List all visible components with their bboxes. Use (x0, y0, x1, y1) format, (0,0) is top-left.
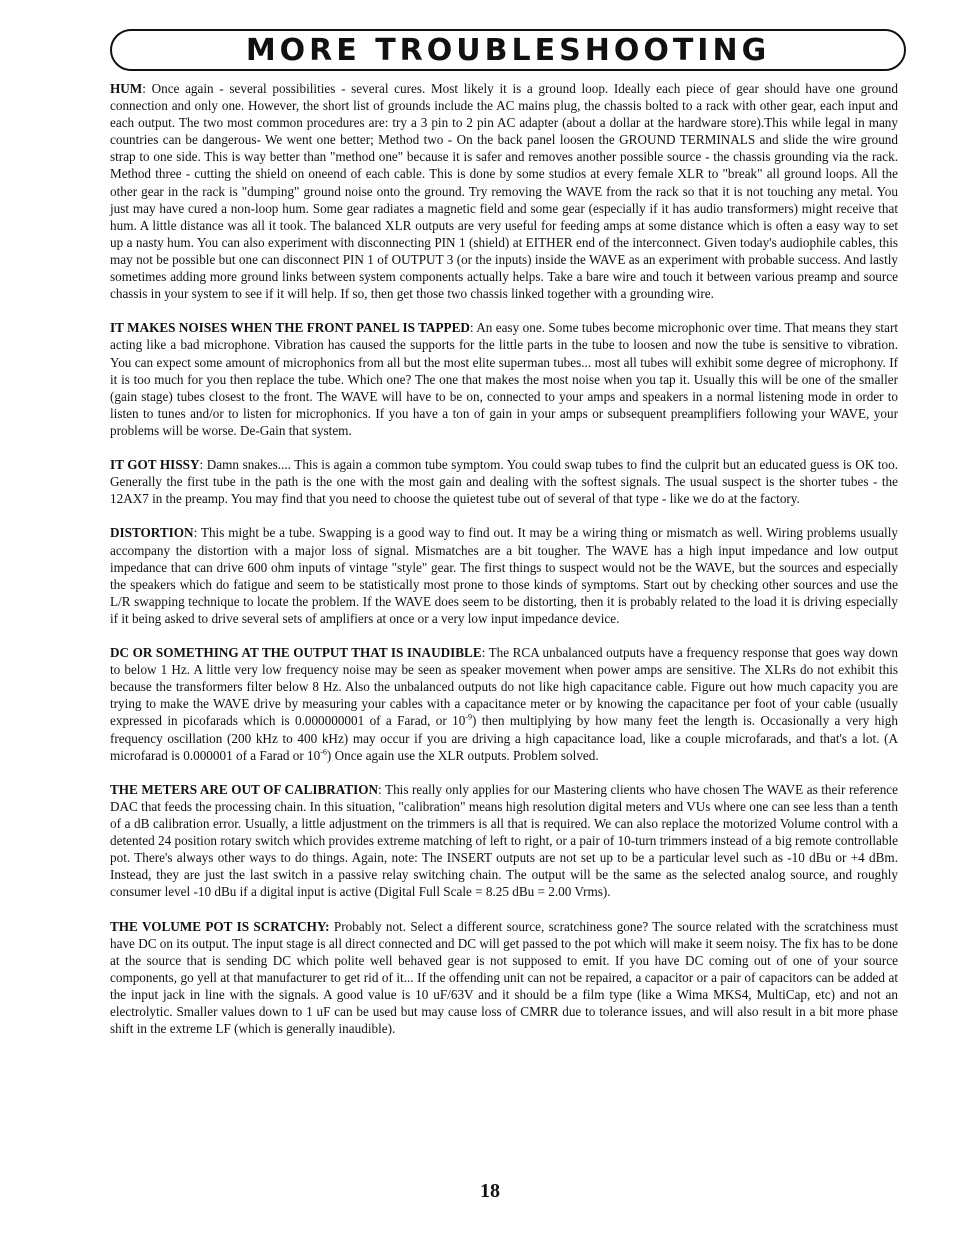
section-hum: HUM: Once again - several possibilities - several cures. Most likely it is a ground loop. Ideally each piece of gear should have one ground connection and only one. However, the short list of grounds include the AC mains plug, the chassis bolted to a rack with other gear, each input and each output. The two most common procedures are: try a 3 pin to 2 pin AC adapter (about a dollar at the hardware store).This while legal in many countries can be dangerous- We went one better; Method two - On the back panel loosen the GROUND TERMINALS and slide the wire ground strap to one side. This is way better than "method one" because it is safer and removes another possible source - the chassis grounding via the rack. Method three - cutting the shield on oneend of each cable. This is done by some studios at every female XLR to "break" all ground loops. All the other gear in the rack is "dumping" ground noise onto the ground. Try removing the WAVE from the rack so that it is not touching any metal. You just may have cured a non-loop hum. Some gear radiates a magnetic field and some gear (especially if it has audio transformers) might receive that hum. A little distance was all it took. The balanced XLR outputs are very useful for feeding amps at some distance which is often a easy way to set up a nasty hum. You can also experiment with disconnecting PIN 1 (shield) at EITHER end of the interconnect. Given today's audiophile cables, this may not be possible but one can disconnect PIN 1 of OUTPUT 3 (or the inputs) inside the WAVE as an experiment with probable success. And lastly sometimes adding more ground links between system components actually helps. Take a bare wire and touch it between various preamp and source chassis in your system to see if it will help. If so, then get those two chassis linked together with a grounding wire. (110, 81, 898, 302)
troubleshooting-content (110, 80, 898, 1054)
section-heading: IT GOT HISSY (110, 457, 200, 473)
section-heading: DISTORTION (110, 525, 194, 541)
page-number: 18 (480, 1180, 500, 1202)
section-heading: DC OR SOMETHING AT THE OUTPUT THAT IS INAUDIBLE (110, 645, 482, 661)
exponent: -6 (320, 747, 327, 757)
section-volume-pot (110, 918, 898, 1038)
section-distortion: DISTORTION: This might be a tube. Swapping is a good way to find out. It may be a wiring thing or mismatch as well. Wiring problems usually accompany the distortion with a major loss of signal. Mismatches are a bit tougher. The WAVE has a high input impedance and low output impedance that can drive 600 ohm inputs of vintage "style" gear. The first things to suspect would not be the WAVE, but the sources and especially the speakers which do fatigue and seem to be statistically most prone to those kinds of symptoms. Start out by checking other sources and use the L/R swapping technique to locate the problem. If the WAVE does seem to be distorting, then it is probably related to the load it is driving especially if it being asked to drive several sets of amplifiers at once or a very low input impedance device. (110, 525, 898, 626)
section-body: An easy one. Some tubes become microphonic over time. That means they start acting like a bad microphone. Vibration has caused the supports for the little parts in the tube to loosen and now the tube is sensitive to vibration. You can expect some amount of microphonics from all but the most elite superman tubes... most all tubes will exhibit some degree of microphony. If it is too much for you then replace the tube. Which one? The one that makes the most noise when you tap it. Usually this will be one of the smaller (gain stage) tubes closest to the front. The WAVE will have to be on, connected to your amps and speakers in a normal listening mode in order to listen to tunes and/or to listen for microphonics. If you have a ton of gain in your amps or subsequent preamplifiers following your WAVE, your problems will be worse. De-Gain that system. (110, 320, 899, 438)
section-body: Probably not. Select a different source, scratchiness gone? The source related with the scratchiness must have DC on its output. The input stage is all direct connected and DC will get passed to the pot which will make it seem noisy. The fix has to be done at the source that is sending DC which polite well behaved gear is not supposed to emit. If you have DC coming out of one of your source components, go yell at that manufacturer to get rid of it... If the offending unit can not be repaired, a capacitor or a pair of capacitors can be added at the input jack in line with the signals. A good value is 10 uF/63V and it should be a film type (like a Wima MKS4, MultiCap, etc) and not an electrolytic. Smaller values down to 1 uF can be used but may cause loss of CMRR due to tolerance issues, and will also result in a bit more phase shift in the extreme LF (which is generally inaudible). (110, 918, 898, 1037)
section-hissy: IT GOT HISSY: Damn snakes.... This is again a common tube symptom. You could swap tubes to find the culprit but an educated guess is OK too. Generally the first tube in the path is the one with the most gain and dealing with the softest signals. The usual suspect is the shorter tubes - the 12AX7 in the preamp. You may find that you need to choose the quietest tube out of several of that type - like we do at the factory. (110, 457, 898, 507)
section-body: Damn snakes.... This is again a common tube symptom. You could swap tubes to find the culprit but an educated guess is OK too. Generally the first tube in the path is the one with the most gain and dealing with the softest signals. The usual suspect is the shorter tubes - the 12AX7 in the preamp. You may find that you need to choose the quietest tube out of several of that type - like we do at the factory. (110, 457, 898, 507)
section-body: This might be a tube. Swapping is a good way to find out. It may be a wiring thing or mismatch as well. Wiring problems usually accompany the distortion with a major loss of signal. Mismatches are a bit tougher. The WAVE has a high input impedance and low output impedance that can drive 600 ohm inputs of vintage "style" gear. The first things to suspect would not be the WAVE, but the sources and especially the speakers which do fatigue and seem to be statistically most prone to those kinds of symptoms. Start out by checking other sources and use the L/R swapping technique to locate the problem. If the WAVE does seem to be distorting, then it is probably related to the load it is driving especially if it being asked to drive several sets of amplifiers at once or a very low input impedance device. (110, 525, 898, 626)
section-meters-calibration: THE METERS ARE OUT OF CALIBRATION: This really only applies for our Mastering clients who have chosen The WAVE as their reference DAC that feeds the processing chain. In this situation, "calibration" means high resolution digital meters and VUs where one can see less than a tenth of a dB calibration error. Usually, a little adjustment on the trimmers is all that is required. We can also replace the motorized Volume control with a detented 24 position rotary switch which provides extreme matching of left to right, or a pair of 10-turn trimmers instead of a big remote controllable pot. There's always other ways to do things. Again, note: The INSERT outputs are not set up to be a particular level such as -10 dBu or +4 dBm. Instead, they are just the last switch in a passive relay switching chain. The output will be the same as the selected analog source, and roughly consumer level -10 dBu if a digital input is active (Digital Full Scale = 8.25 dBu = 2.00 Vrms). (110, 781, 898, 900)
section-body: This really only applies for our Mastering clients who have chosen The WAVE as their reference DAC that feeds the processing chain. In this situation, "calibration" means high resolution digital meters and VUs where one can see less than a tenth of a dB calibration error. Usually, a little adjustment on the trimmers is all that is required. We can also replace the motorized Volume control with a detented 24 position rotary switch which provides extreme matching of left to right, or a pair of 10-turn trimmers instead of a big remote controllable pot. There's always other ways to do things. Again, note: The INSERT outputs are not set up to be a particular level such as -10 dBu or +4 dBm. Instead, they are just the last switch in a passive relay switching chain. The output will be the same as the selected analog source, and roughly consumer level -10 dBu if a digital input is active (Digital Full Scale = 8.25 dBu = 2.00 Vrms). (110, 781, 898, 900)
exponent: -9 (465, 713, 473, 723)
section-heading: HUM (110, 81, 143, 96)
page-title: MORE TROUBLESHOOTING (245, 33, 771, 68)
page-title-banner (110, 29, 906, 71)
section-heading: THE VOLUME POT IS SCRATCHY: (110, 918, 330, 934)
section-heading: IT MAKES NOISES WHEN THE FRONT PANEL IS TAPPED (110, 320, 470, 336)
section-heading: THE METERS ARE OUT OF CALIBRATION (110, 781, 379, 797)
section-front-panel-tapped: IT MAKES NOISES WHEN THE FRONT PANEL IS TAPPED: An easy one. Some tubes become microphonic over time. That means they start acting like a bad microphone. Vibration has caused the supports for the little parts in the tube to loosen and now the tube is sensitive to vibration. You can expect some amount of microphonics from all but the most elite superman tubes... most all tubes will exhibit some degree of microphony. If it is too much for you then replace the tube. Which one? The one that makes the most noise when you tap it. Usually this will be one of the smaller (gain stage) tubes closest to the front. The WAVE will have to be on, connected to your amps and speakers in a normal listening mode in order to listen to tunes and/or to listen for microphonics. If you have a ton of gain in your amps or subsequent preamplifiers following your WAVE, your problems will be worse. De-Gain that system. (110, 320, 899, 438)
section-body: The RCA unbalanced outputs have a frequency response that goes way down to below 1 Hz. A little very low frequency noise may be seen as speaker movement when power amps are sensitive. The XLRs do not exhibit this because the transformers filter below 8 Hz. Also the unbalanced outputs do not like high capacitance cable. Figure out how much capacity you are trying to make the WAVE drive by measuring your cables with a capacitance meter or by knowing the capacitance per foot of your cable (usually expressed in picofarads which is 0.000000001 of a Farad, or 10 (110, 645, 898, 729)
section-dc-output: DC OR SOMETHING AT THE OUTPUT THAT IS INAUDIBLE: The RCA unbalanced outputs have a frequency response that goes way down to below 1 Hz. A little very low frequency noise may be seen as speaker movement when power amps are sensitive. The XLRs do not exhibit this because the transformers filter below 8 Hz. Also the unbalanced outputs do not like high capacitance cable. Figure out how much capacity you are trying to make the WAVE drive by measuring your cables with a capacitance meter or by knowing the capacitance per foot of your cable (usually expressed in picofarads which is 0.000000001 of a Farad, or $10^{-9}$) then multiplying by how many feet the length is. Occasionally a very high frequency oscillation (200 kHz to 400 kHz) may occur if you are driving a high capacitance load, like a couple microfarads, and that's a lot. (A microfarad is 0.000001 of a Farad or $10^{-6}$) Once again use the XLR outputs. Problem solved. (110, 645, 898, 763)
section-body: ) then multiplying by how many feet the length is. Occasionally a very high frequency oscillation (200 kHz to 400 kHz) may occur if you are driving a high capacitance load, like a couple microfarads, and that's a lot. (A microfarad is 0.000001 of a Farad or 10 (110, 713, 898, 763)
section-body: ) Once again use the XLR outputs. Problem solved. (326, 747, 599, 763)
section-body: Once again - several possibilities - several cures. Most likely it is a ground loop. Ideally each piece of gear should have one ground connection and only one. However, the short list of grounds include the AC mains plug, the chassis bolted to a rack with other gear, each input and each output. The two most common procedures are: try a 3 pin to 2 pin AC adapter (about a dollar at the hardware store).This while legal in many countries can be dangerous- We went one better; Method two - On the back panel loosen the GROUND TERMINALS and slide the wire ground strap to one side. This is way better than "method one" because it is safer and removes another possible source - the chassis grounding via the rack. Method three - cutting the shield on oneend of each cable. This is done by some studios at every female XLR to "break" all ground loops. All the other gear in the rack is "dumping" ground noise onto the ground. Try removing the WAVE from the rack so that it is not touching any metal. You just may have cured a non-loop hum. Some gear radiates a magnetic field and some gear (especially if it has audio transformers) might receive that hum. A little distance was all it took. The balanced XLR outputs are very useful for feeding amps at some distance which is often a easy way to set up a nasty hum. You can also experiment with disconnecting PIN 1 (shield) at EITHER end of the interconnect. Given today's audiophile cables, this may not be possible but one can disconnect PIN 1 of OUTPUT 3 (or the inputs) inside the WAVE as an experiment with probable success. And lastly sometimes adding more ground links between system components actually helps. Take a bare wire and touch it between various preamp and source chassis in your system to see if it will help. If so, then get those two chassis linked together with a grounding wire. (110, 81, 898, 302)
